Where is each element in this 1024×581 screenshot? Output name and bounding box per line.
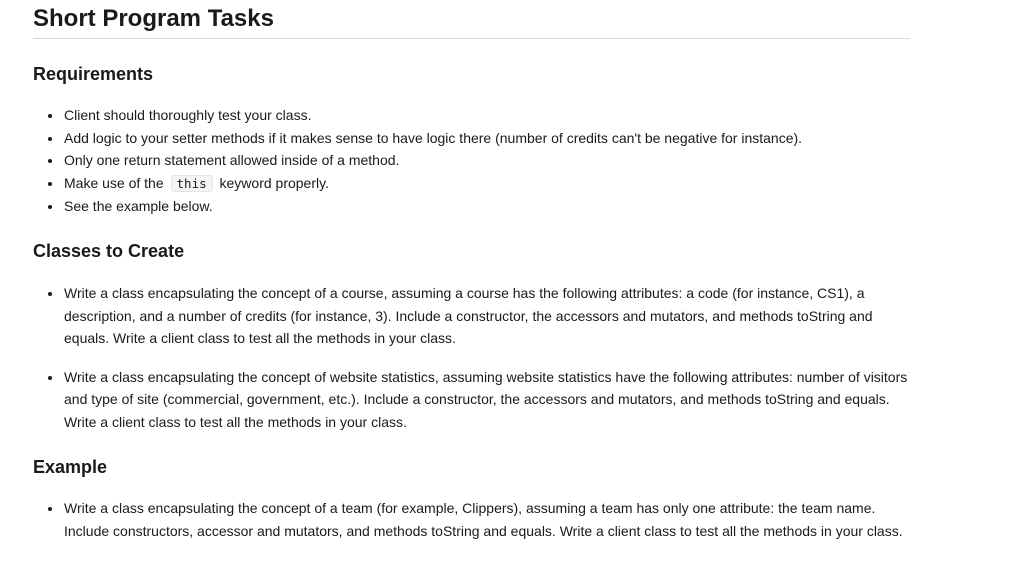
example-heading: Example [33, 457, 108, 477]
list-item: Add logic to your setter methods if it makes sense to have logic there (number of credits can't be negative for instance). [33, 127, 910, 150]
list-item: Write a class encapsulating the concept of website statistics, assuming website statistics have the following attributes: number of visitors and type of site (commercial, government, etc.). Include a constructor, the accessors and mutators, and methods toString and equals. Write a client class to test all the methods in your class. [33, 366, 910, 434]
item-text: Make use of the [64, 174, 164, 191]
example-list [33, 497, 910, 542]
list-item: Only one return statement allowed inside of a method. [33, 149, 910, 172]
list-item: Write a class encapsulating the concept of a team (for example, Clippers), assuming a team has only one attribute: the team name. Include constructors, accessor and mutators, and methods toString and equals. Write a client class to test all the methods in your class. [33, 497, 910, 542]
page-title: Short Program Tasks [33, 0, 910, 39]
list-item: Client should thoroughly test your class. [33, 104, 910, 127]
item-text: keyword properly. [219, 174, 329, 191]
list-item: Write a class encapsulating the concept of a course, assuming a course has the following attributes: a code (for instance, CS1), a description, and a number of credits (for instance, 3). Include a constructor, the accessors and mutators, and methods toString and equals. Write a client class to test all the methods in your class. [33, 282, 910, 350]
requirements-list [33, 104, 910, 218]
inline-code: this [171, 175, 213, 192]
list-item [33, 172, 910, 196]
list-item: See the example below. [33, 195, 910, 218]
requirements-heading: Requirements [33, 64, 154, 84]
document [33, 0, 910, 539]
classes-heading: Classes to Create [33, 241, 185, 261]
classes-list [33, 282, 910, 433]
